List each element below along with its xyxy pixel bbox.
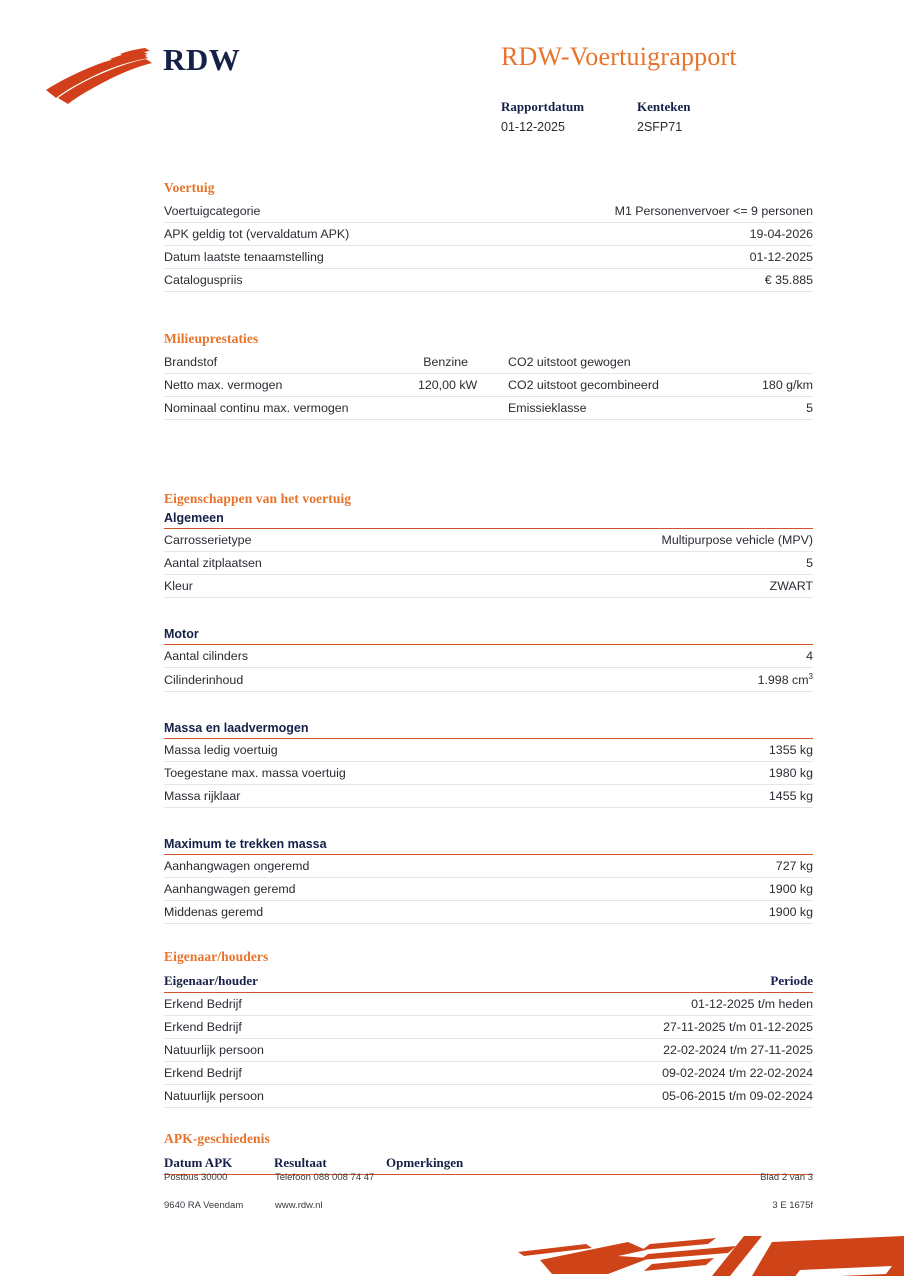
table-row bbox=[164, 374, 813, 397]
row-label: Aantal cilinders bbox=[164, 645, 489, 668]
section-title-eigenschappen: Eigenschappen van het voertuig bbox=[164, 491, 352, 506]
table-header-row bbox=[164, 969, 813, 993]
section-apk-geschiedenis bbox=[164, 1131, 813, 1175]
section-title-voertuig: Voertuig bbox=[164, 180, 215, 195]
table-row bbox=[164, 552, 813, 575]
trekken-table bbox=[164, 855, 813, 924]
row-label: Kleur bbox=[164, 575, 489, 598]
section-title-eigenaar-houders: Eigenaar/houders bbox=[164, 949, 269, 964]
table-row bbox=[164, 855, 813, 878]
section-eigenaar-houders bbox=[164, 949, 813, 1108]
row-value: 1900 kg bbox=[489, 878, 814, 901]
row-label: Voertuigcategorie bbox=[164, 200, 489, 223]
row-value-right bbox=[723, 351, 813, 374]
row-label: Aantal zitplaatsen bbox=[164, 552, 489, 575]
row-label: Massa rijklaar bbox=[164, 785, 489, 808]
table-row bbox=[164, 223, 813, 246]
page-title: RDW-Voertuigrapport bbox=[501, 42, 737, 71]
footer-row-1 bbox=[164, 1172, 813, 1190]
row-value-cilinderinhoud bbox=[489, 668, 814, 692]
row-value: 1355 kg bbox=[489, 739, 814, 762]
row-label: Massa ledig voertuig bbox=[164, 739, 489, 762]
section-milieuprestaties bbox=[164, 331, 813, 420]
report-date-label: Rapportdatum bbox=[501, 99, 585, 114]
eigenaren-table bbox=[164, 969, 813, 1108]
license-plate-label: Kenteken bbox=[637, 99, 691, 114]
row-label: Carrosserietype bbox=[164, 529, 489, 552]
row-label: Natuurlijk persoon bbox=[164, 1085, 489, 1108]
row-label: Erkend Bedrijf bbox=[164, 1062, 489, 1085]
superscript-exponent: 3 bbox=[808, 672, 813, 681]
milieu-table bbox=[164, 351, 813, 420]
row-label: Natuurlijk persoon bbox=[164, 1039, 489, 1062]
row-label: Cataloguspriis bbox=[164, 269, 489, 292]
footer-postbus: Postbus 30000 bbox=[164, 1172, 228, 1183]
brand-wordmark: RDW bbox=[163, 42, 241, 77]
row-value-right: 5 bbox=[723, 397, 813, 420]
massa-table bbox=[164, 739, 813, 808]
table-row bbox=[164, 529, 813, 552]
table-row bbox=[164, 993, 813, 1016]
row-label: Middenas geremd bbox=[164, 901, 489, 924]
row-value: 4 bbox=[489, 645, 814, 668]
row-label: Toegestane max. massa voertuig bbox=[164, 762, 489, 785]
row-value: 27-11-2025 t/m 01-12-2025 bbox=[489, 1016, 814, 1039]
subsection-heading-massa: Massa en laadvermogen bbox=[164, 721, 309, 736]
row-value-left bbox=[418, 397, 508, 420]
row-value: 727 kg bbox=[489, 855, 814, 878]
license-plate-field bbox=[637, 99, 690, 134]
subsection-heading-motor: Motor bbox=[164, 627, 199, 641]
row-value: 01-12-2025 t/m heden bbox=[489, 993, 814, 1016]
report-date-value: 01-12-2025 bbox=[501, 120, 565, 134]
table-row bbox=[164, 269, 813, 292]
section-title-apk-geschiedenis: APK-geschiedenis bbox=[164, 1131, 270, 1146]
table-row bbox=[164, 762, 813, 785]
row-label: Erkend Bedrijf bbox=[164, 993, 489, 1016]
column-header-owner: Eigenaar/houder bbox=[164, 969, 489, 993]
row-label-left: Brandstof bbox=[164, 351, 418, 374]
row-value: 1980 kg bbox=[489, 762, 814, 785]
row-value: 09-02-2024 t/m 22-02-2024 bbox=[489, 1062, 814, 1085]
row-value: 22-02-2024 t/m 27-11-2025 bbox=[489, 1039, 814, 1062]
row-label: Erkend Bedrijf bbox=[164, 1016, 489, 1039]
row-value-right: 180 g/km bbox=[723, 374, 813, 397]
column-header-datum-apk: Datum APK bbox=[164, 1151, 274, 1175]
table-row bbox=[164, 246, 813, 269]
license-plate-value: 2SFP71 bbox=[637, 120, 683, 134]
motor-table bbox=[164, 645, 813, 692]
table-row bbox=[164, 878, 813, 901]
table-row bbox=[164, 200, 813, 223]
voertuig-table bbox=[164, 200, 813, 292]
table-row bbox=[164, 397, 813, 420]
row-value: 01-12-2025 bbox=[489, 246, 814, 269]
row-value: Multipurpose vehicle (MPV) bbox=[489, 529, 814, 552]
footer-row-2 bbox=[164, 1200, 813, 1218]
row-label-right: CO2 uitstoot gecombineerd bbox=[508, 374, 723, 397]
subsection-heading-trekken: Maximum te trekken massa bbox=[164, 837, 327, 852]
table-row bbox=[164, 668, 813, 692]
row-label: Aanhangwagen ongeremd bbox=[164, 855, 489, 878]
row-label-left: Netto max. vermogen bbox=[164, 374, 418, 397]
rdw-feather-logo-icon bbox=[44, 42, 164, 110]
table-header-row bbox=[164, 1151, 813, 1175]
rdw-speed-stripes-graphic bbox=[500, 1222, 904, 1280]
table-row bbox=[164, 1062, 813, 1085]
row-value: 19-04-2026 bbox=[489, 223, 814, 246]
row-label: Cilinderinhoud bbox=[164, 668, 489, 692]
column-header-period: Periode bbox=[489, 969, 814, 993]
table-row bbox=[164, 785, 813, 808]
footer-form-code: 3 E 1675f bbox=[772, 1200, 813, 1211]
table-row bbox=[164, 351, 813, 374]
section-title-milieuprestaties: Milieuprestaties bbox=[164, 331, 259, 346]
table-row bbox=[164, 901, 813, 924]
row-label-right: Emissieklasse bbox=[508, 397, 723, 420]
report-date-field bbox=[501, 99, 584, 134]
row-value: 1455 kg bbox=[489, 785, 814, 808]
table-row bbox=[164, 739, 813, 762]
column-header-resultaat: Resultaat bbox=[274, 1151, 386, 1175]
footer-plaats: 9640 RA Veendam bbox=[164, 1200, 244, 1211]
table-row bbox=[164, 1039, 813, 1062]
section-voertuig bbox=[164, 180, 813, 292]
table-row bbox=[164, 645, 813, 668]
row-value: M1 Personenvervoer <= 9 personen bbox=[489, 200, 814, 223]
section-eigenschappen bbox=[164, 491, 813, 924]
row-label: Aanhangwagen geremd bbox=[164, 878, 489, 901]
footer-telefoon: Telefoon 088 008 74 47 bbox=[275, 1172, 375, 1183]
footer-website-link[interactable]: www.rdw.nl bbox=[275, 1200, 323, 1211]
row-value: € 35.885 bbox=[489, 269, 814, 292]
row-value-left: 120,00 kW bbox=[418, 374, 508, 397]
row-label: APK geldig tot (vervaldatum APK) bbox=[164, 223, 489, 246]
subsection-heading-algemeen: Algemeen bbox=[164, 511, 224, 525]
column-header-opmerkingen: Opmerkingen bbox=[386, 1151, 813, 1175]
row-value-left: Benzine bbox=[418, 351, 508, 374]
page-footer bbox=[164, 1172, 813, 1218]
algemeen-table bbox=[164, 529, 813, 598]
footer-page-number: Blad 2 van 3 bbox=[760, 1172, 813, 1183]
table-row bbox=[164, 1085, 813, 1108]
table-row bbox=[164, 1016, 813, 1039]
row-value: 1.998 cm bbox=[757, 673, 809, 688]
row-label-right: CO2 uitstoot gewogen bbox=[508, 351, 723, 374]
row-label-left: Nominaal continu max. vermogen bbox=[164, 397, 418, 420]
row-value: 5 bbox=[489, 552, 814, 575]
table-row bbox=[164, 575, 813, 598]
row-value: 05-06-2015 t/m 09-02-2024 bbox=[489, 1085, 814, 1108]
row-label: Datum laatste tenaamstelling bbox=[164, 246, 489, 269]
row-value: ZWART bbox=[489, 575, 814, 598]
row-value: 1900 kg bbox=[489, 901, 814, 924]
